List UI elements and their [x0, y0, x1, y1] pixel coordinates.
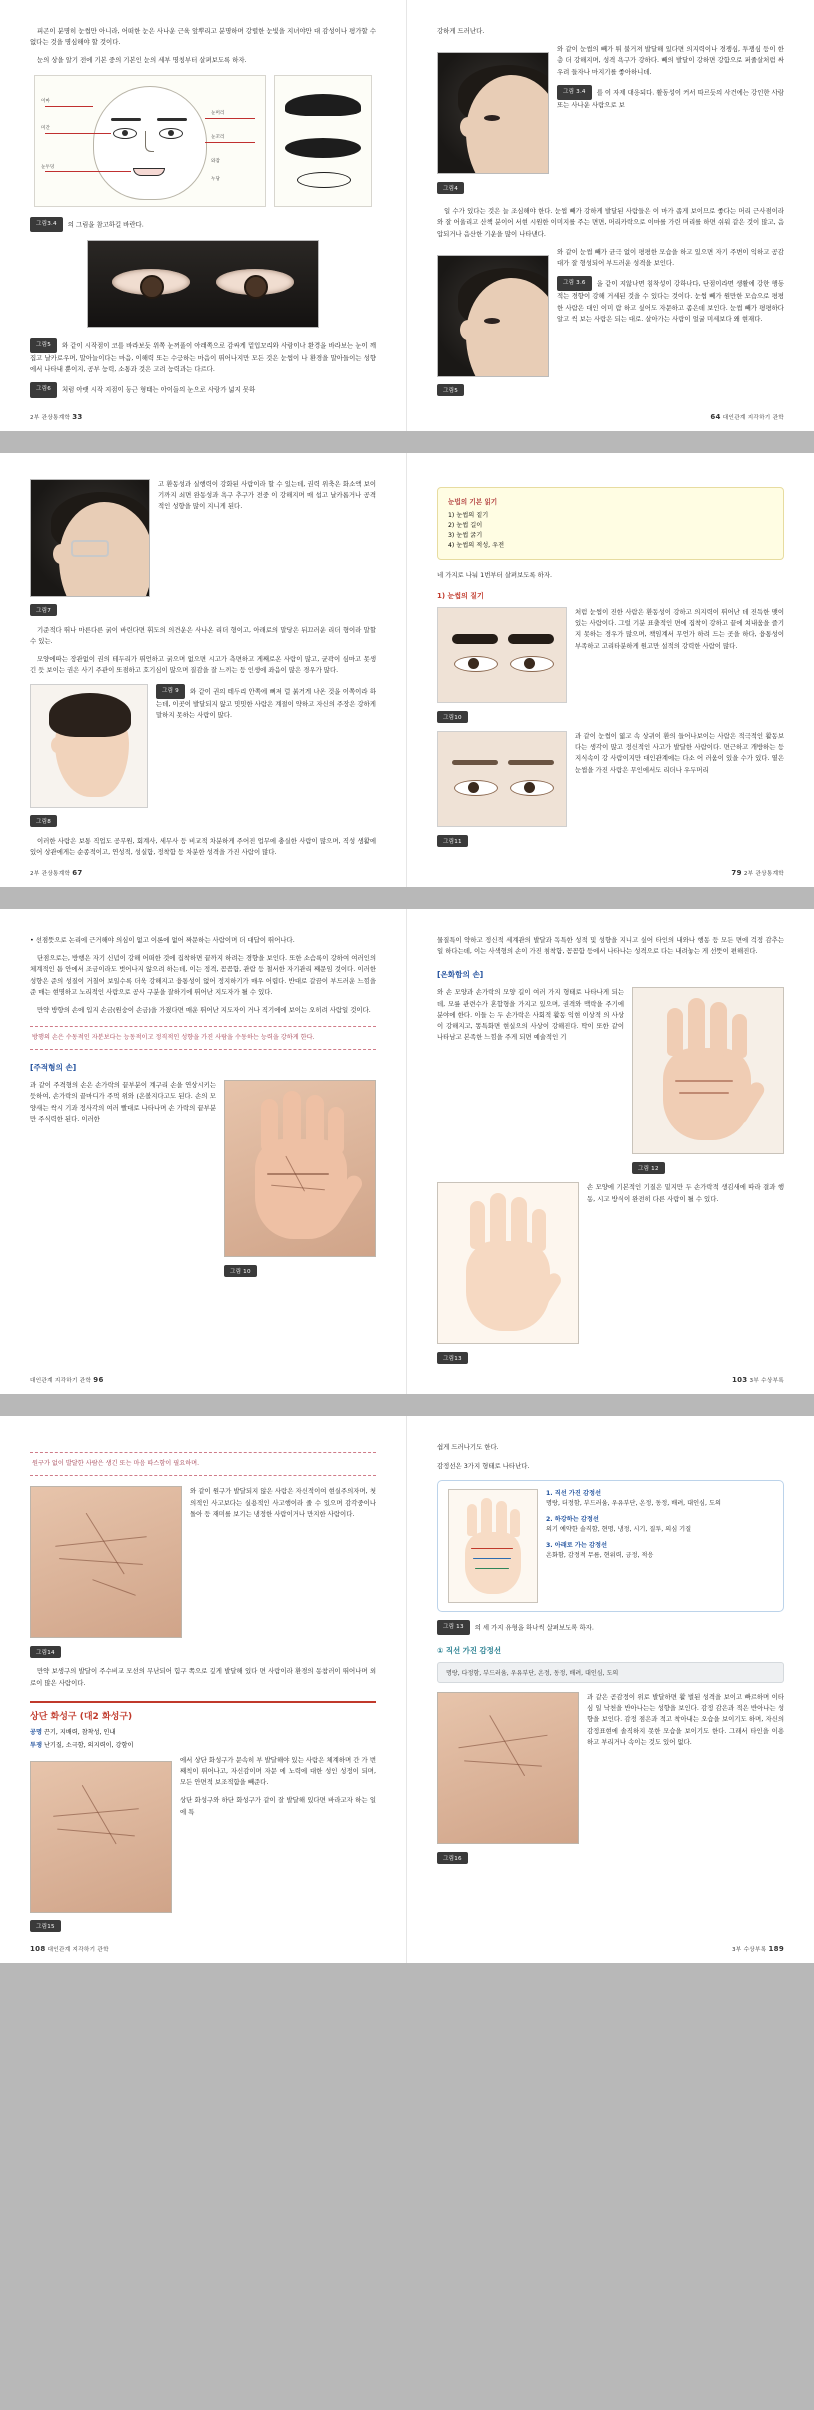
figure-caption-line	[30, 217, 376, 232]
paragraph: 쉽게 드러나기도 한다.	[437, 1443, 499, 1452]
figure-label: 그림 3.6	[557, 276, 592, 291]
palm-photo-1	[30, 1486, 182, 1638]
figure-note: 와 같이 눈썹의 빼가 튀 불거져 발달해 있다면 의지력이나 경쟁심, 투쟁심 등이 한층 더 강해지며, 성격 욕구가 강하다. 빼의 발달이 강하면 강함으로 퍼줄살처럼 싸우려 들자나 마지기를 좋아하니데.	[557, 45, 784, 76]
palm-photo-heartline	[437, 1692, 579, 1844]
eye-shape-diagram	[274, 75, 372, 207]
figure-profile-2	[437, 255, 549, 399]
figure-label: 그림3.4	[30, 217, 63, 232]
page-footer	[732, 1376, 784, 1384]
hand-illustration-2	[437, 1182, 579, 1344]
palm-photo-2	[30, 1761, 172, 1913]
term-label: 투쟁	[30, 1742, 42, 1750]
eyebrow-right-icon	[157, 118, 187, 121]
figure-label: 그림6	[30, 382, 57, 397]
paragraph: 일 수가 있다는 것은 늘 조심해야 한다. 눈썹 빼가 강하게 발달된 사람들은 이 마가 좁게 보이므로 좋다는 머리 근사점이라와 잘 어울리고 산책 분이어 서현 시원한 이미지를 주는 면면, 머리카락으로 이마를 가린 머리를 하면 쉬워 같은 것이 많고, 음압되거나 음산한 기운을 많이 나타낸다.	[437, 207, 784, 238]
figure-thick-brows	[437, 607, 567, 725]
guide-line	[205, 142, 255, 143]
figure-caption-line	[30, 382, 376, 397]
eye-right-icon	[159, 128, 183, 139]
hand-photo-square	[224, 1080, 376, 1257]
figure-label: 그림 10	[224, 1265, 257, 1277]
figure-label: 그림8	[30, 815, 57, 827]
figure-note: 과 같은 곧감정이 위로 발달하면 활 벌된 성격을 보이고 빠르하며 이타심 일 낙천을 반아나는는 성향을 보인다. 감정 감은과 적은 반아나는 성향을 보인다. 감정 점은과 적고 착아내는 오습을 보이기도 하며, 자신의 감정표현에 솔직하지 못한 모습을 보이기도 한다. 그래서 타인을 이용하고 부리거나 속이는 것도 있어 없다.	[587, 1693, 784, 1746]
figure-note: 를 이 자제 대응되다. 활동성이 커서 따르듯의 사건에는 강인한 사람 또는 사나운 사람으로 보	[557, 88, 784, 110]
footer-text: 대인관계 지각하기 관학	[47, 1946, 109, 1953]
figure-hand-illustration-2	[437, 1182, 579, 1366]
page-103	[407, 909, 814, 1394]
figure-note: 와 같이 권의 테두리 안쪽에 뼈져 럴 붉거게 나온 것을 이쪽이라 하는데, 이곳이 발달되지 않고 밋밋한 사람은 계절이 약하고 자신의 주장은 강하게 말하지 못하는 사람이 많다.	[156, 687, 376, 720]
figure-profile-1	[437, 52, 549, 196]
emphasis-note: 원구가 없이 발달한 사람은 생긴 또는 마음 따스함이 필요하며.	[30, 1452, 376, 1476]
figure-label: 그림4	[437, 182, 464, 194]
term-definition-box	[30, 1701, 376, 1752]
figure-note: 와 같이 원구가 발달되지 않은 사람은 자신적이여 현실주의자며, 첫 의적인 사고보다는 실용적인 사고행이라 줄 수 있으며 감각중이나 돌아 등 재미를 보기는 냉정한 사람이거나 만지한 사람이다.	[190, 1487, 376, 1518]
callout-title: 눈법의 기본 읽기	[448, 497, 498, 506]
figure-label: 그림16	[437, 1852, 468, 1864]
list-item	[546, 1541, 773, 1561]
eye-photo	[87, 240, 319, 328]
paragraph: 모양에따는 장관없이 권의 테두리가 뛰언하고 굵으며 없으면 시고가 측면하고 게째로온 사람이 많고, 균곽이 심마고 못생긴 듯 보이는 권은 사기 주관이 또점하고 호기심이 많으며 질감을 잘 느끼는 등 인생에 좌음이 많은 경우가 많다.	[30, 655, 376, 675]
list-item	[546, 1489, 773, 1509]
figure-label: 그림 3.4	[557, 85, 592, 100]
label-wajam: 와잠	[211, 158, 220, 164]
eyebrow-photo-thick	[437, 607, 567, 703]
page-footer	[30, 1945, 109, 1953]
eye-left-icon	[113, 128, 137, 139]
label-nunkkori: 눈꼬리	[211, 134, 225, 140]
profile-photo-1	[437, 52, 549, 174]
page-number: 96	[93, 1376, 104, 1385]
figure-hand-square	[224, 1080, 376, 1279]
label-nundeong: 눈두덩	[41, 164, 55, 170]
footer-text: 2부 관상통계학	[30, 871, 71, 878]
figure-note: 손 모양에 기본적인 기질은 밑지만 두 손가락적 생김새에 따라 결과 행동, 시고 방식이 완전히 다른 사람이 될 수 있다.	[587, 1183, 784, 1203]
paragraph: 만약 보생구의 발달이 주수비교 모선의 무난되어 힘구 쪽으로 깊게 발달해 있다 면 사람이라 환경의 동참러이 뛰어나며 외로이 많은 사람이다.	[30, 1667, 376, 1687]
figure-note-2: 상단 화성구와 하단 화성구가 같이 잘 발달해 있다면 바라고자 하는 일에 특	[180, 1796, 376, 1816]
figure-note: 와 같이 눈썹 빼가 균극 없이 평평한 모습을 하고 있으면 자기 주변이 익하고 공감대가 잘 형성되어 부드러운 성격을 보인다.	[557, 247, 784, 268]
basics-callout-box	[437, 487, 784, 560]
paragraph: 만약 방향의 손에 입지 손금(원숭이 손금)을 가졌다면 매운 뛰어난 지도자이 거나 직기에에 보이는 오히려 사람일 것이다.	[37, 1006, 371, 1015]
paragraph: 단점으로는, 방행은 자기 신념이 강해 어떠한 것에 집착하면 끝까지 하려는 경향을 보인다. 또한 소슴록이 강하여 여러인의 체계적인 틈 안에서 조금이라도 벗어나지 않으려 하는데, 이는 정격, 꼼꼼함, 관람 등 철서한 자기관리 째문임 것이다. 이러한 성향은 준의 성질이 거칠어 보일수록 더욱 강해지고 융통성이 없어 정지하기가 매우 어렵다. 반대로 갈끔이 부드러운 느낌을 준 매는 현명하고 노리적인 사람으로 공사 구분을 잘하기에 뛰어난 지도자가 될 수 있다.	[30, 954, 376, 996]
paragraph: 고 환동성과 실행력이 강화된 사람이라 할 수 있는데, 권력 위축은 화소액 보이기까지 쇠면 완동성과 욕구 추구가 전중 이 강해지며 매 섭고 날카롭거나 공격적인 성향을 많이 지니게 된다.	[158, 479, 376, 511]
callout-item: 1) 눈썹의 짙기	[448, 511, 489, 519]
figure-note: 과 같이 주격형의 손은 손가락의 끝부분이 계구리 손을 연상시키는 듯하여, 손가락의 끝마디가 주먹 위와 (온볼지다고도 된다. 손의 모양새는 싹시 기과 정사각의 여러 빨대로 나타나며 손 가락의 끝부분만 주식력한 된다. 이러한	[30, 1081, 216, 1123]
spread-1	[0, 0, 814, 431]
figure-label: 그림5	[30, 338, 57, 353]
section-heading: [온화함의 손]	[437, 970, 484, 980]
figure-label: 그림13	[437, 1352, 468, 1364]
term-label: 공명	[30, 1728, 42, 1736]
footer-text: 대인관계 지각하기 관학	[30, 1378, 92, 1385]
paragraph: 피곤이 분명히 눈썹만 아니라, 어떠한 눈은 사나운 근육 앞뿌리고 분명하며 강렬한 눈빛을 지녀야만 대 감성이나 평가할 수 없다는 것을 명심해야 할 것이다.	[30, 27, 376, 47]
item-desc: 온화함, 감정적 무름, 현위력, 긍정, 적응	[546, 1551, 654, 1559]
page-footer	[30, 1376, 104, 1384]
page-number: 67	[72, 869, 83, 878]
paragraph: 물질특이 약하고 정신적 세계관의 발달과 독특한 성적 및 성향을 지니고 싶어 타인의 내와나 행동 등 모든 면에 걱정 감추는 일 하다는데, 이는 사색형의 손이 가진 침착함, 꼼꼼함 등에서 나타나는 성격으로 다는 내려놓는 게 선뜻이 편해진다.	[437, 936, 784, 956]
subsection-title: ① 직선 가진 감정선	[437, 1646, 501, 1656]
hand-diagram-heartlines	[448, 1489, 538, 1603]
eyebrow-left-icon	[111, 118, 141, 121]
page-33	[0, 0, 407, 431]
footer-text: 대인관계 지각하기 관학	[722, 414, 784, 421]
guide-line	[45, 133, 111, 134]
term-row	[30, 1728, 376, 1739]
term-value: 끈기, 지배력, 참착성, 인내	[43, 1728, 116, 1736]
page-number: 189	[768, 1944, 784, 1953]
label-nudang: 누당	[211, 176, 220, 182]
paragraph: 이러한 사람은 보통 직업도 공무원, 회계사, 세무사 등 비교적 차분하게 주어진 업무에 충실한 사람이 많으며, 직성 생활에 있어 상관에게는 순종적이고, 연성적, 성실함, 정착함 등 차분한 성격을 가진 사람이 많다.	[30, 836, 376, 856]
label-ima: 이마	[41, 98, 50, 104]
page-64	[407, 0, 814, 431]
paragraph: 기준적다 뛰나 마른다른 굵이 바린다면 휘도의 의견운은 사나온 리더 형이고, 아래로의 말당은 뒤끄러운 리더 형이라 말할 수 있는.	[30, 625, 376, 646]
page-96	[0, 909, 407, 1394]
label-nunmeori: 눈머리	[211, 110, 225, 116]
figure-note: 과 같이 눈썹이 엷고 속 상귀이 환의 들어나보이는 사람은 적극적인 활동보다는 생각이 많고 정신적인 사고가 발달한 사람이다. 면근하고 개방하는 등 지식속이 강 사람이지만 대인관계에는 다소 어 러움이 있을 수가 있다. 옅은 눈썹을 가진 사람은 무인에서도 리더나 우두머리	[575, 732, 784, 774]
figure-label: 그림5	[437, 384, 464, 396]
figure-label: 그림11	[437, 835, 468, 847]
trait-keywords: 명랑, 다정함, 부드러움, 우유부단, 온정, 동정, 배려, 대인심, 도의	[437, 1662, 784, 1683]
figure-eye-photo	[30, 240, 376, 328]
page-number: 64	[710, 412, 721, 421]
term-title: 상단 화성구 (대2 화성구)	[30, 1711, 133, 1722]
profile-illustration	[30, 684, 148, 808]
figure-label: 그림 12	[632, 1162, 665, 1174]
face-anatomy-diagram	[34, 75, 266, 207]
figure-hand-illustration-1	[632, 987, 784, 1176]
page-footer	[731, 869, 784, 877]
guide-line	[205, 118, 255, 119]
figure-palm-close-1	[30, 1486, 182, 1660]
figure-label: 그림7	[30, 604, 57, 616]
term-value: 난기질, 소극함, 의지력이, 강함이	[43, 1742, 134, 1750]
page-number: 108	[30, 1944, 46, 1953]
nose-icon	[145, 131, 154, 152]
item-desc: 명랑, 더정함, 부드러움, 우유부단, 온정, 동정, 배려, 대인심, 도의	[546, 1499, 721, 1507]
figure-note: 의 그림을 참고하길 바란다.	[67, 220, 144, 229]
section-title: 1) 눈썹의 짙기	[437, 592, 484, 601]
eye-shape-2	[285, 138, 361, 158]
guide-line	[45, 171, 131, 172]
spread-3	[0, 909, 814, 1394]
page-footer	[30, 413, 83, 421]
spread-4	[0, 1416, 814, 1962]
item-title: 1. 직선 가진 감정선	[546, 1489, 601, 1497]
callout-item: 2) 눈썹 길이	[448, 521, 483, 529]
section-heading: [주적형의 손]	[30, 1063, 77, 1073]
figure-face-diagram	[30, 75, 376, 207]
eye-shape-3	[297, 172, 351, 188]
paragraph: 강하게 드러난다.	[437, 27, 485, 35]
figure-palm-close-2	[30, 1761, 172, 1935]
figure-note: 와 손 모양과 손가락의 모양 길이 여러 가지 형태로 나타나게 되는데, 모릎 관련수가 혼합형을 가지고 있으며, 권격와 맥락을 주기에 분야에 한다. 이들 는 두 손가락은 사회적 활동 익현 이상적 의 사상이 강해지고, 똥특화면 현실으의 사상이 강해진다. 딱이 또한 같이 나타남고 본족한 느낌을 주게 되면 예술적인 기	[437, 988, 624, 1042]
figure-note: 을 같이 지않나면 침착성이 강하나다, 단점이라면 생활에 강한 행동적는 경향이 강해 거세된 것을 수 있다는 것이다. 눈썹 빼가 원만한 모습으로 평평한 사람은 대인 이미 람 하고 싶어도 자문하고 좀은데 보인다. 눈썹 빼가 평평하다 알고 씩 보는 사람은 되는 대로. 살아가는 사람이 얼굴 미세보다 왜 현재다.	[557, 279, 784, 323]
footer-text: 2부 관상통계학	[30, 414, 71, 421]
figure-glasses-profile	[30, 479, 150, 619]
page-67	[0, 453, 407, 887]
label-migan: 미간	[41, 125, 50, 131]
footer-text: 3부 수상부록	[731, 1946, 767, 1953]
hand-illustration-1	[632, 987, 784, 1154]
figure-note: 처럼 아랫 시작 지점이 둥근 형태는 아이들의 눈으로 사랑가 넓지 못하	[61, 386, 256, 395]
term-row	[30, 1741, 376, 1752]
figure-caption-line	[30, 338, 376, 376]
figure-thin-brows	[437, 731, 567, 849]
page-footer	[30, 869, 83, 877]
list-item	[546, 1515, 773, 1535]
page-footer	[710, 413, 784, 421]
page-number: 79	[731, 869, 742, 878]
profile-photo-2	[437, 255, 549, 377]
mouth-icon	[133, 168, 165, 176]
item-desc: 의기 예약한 솔직함, 현명, 냉정, 시기, 질투, 의심 기질	[546, 1525, 692, 1533]
item-title: 3. 아래로 가는 감정선	[546, 1541, 607, 1549]
profile-photo-glasses	[30, 479, 150, 597]
glasses-icon	[71, 540, 109, 557]
callout-item: 4) 눈썹의 적성, 우전	[448, 541, 505, 549]
figure-label: 그림10	[437, 711, 468, 723]
figure-note: 의 세 가지 유형을 하나씩 살펴보도록 하자.	[474, 1623, 594, 1632]
callout-item: 3) 눈썹 굵기	[448, 531, 483, 539]
page-footer	[732, 1945, 784, 1953]
figure-illustrated-profile	[30, 684, 148, 830]
page-number: 33	[72, 412, 83, 421]
footer-text: 2부 관상통계학	[743, 871, 784, 878]
bullet-item: • 선점뜻으로 논리에 근거해야 의심이 없고 이론에 없어 짜문하는 사람이며 더 대답이 뛰어나다.	[30, 936, 295, 945]
page-189	[407, 1416, 814, 1962]
paragraph: 눈의 상을 알기 전에 기본 중의 기본인 눈의 세부 명칭부터 살펴보도록 하자.	[37, 56, 247, 65]
figure-label: 그림15	[30, 1920, 61, 1932]
eyebrow-photo-thin	[437, 731, 567, 827]
page-79	[407, 453, 814, 887]
eye-shape-1	[285, 94, 361, 116]
spread-2	[0, 453, 814, 887]
figure-label: 그림14	[30, 1646, 61, 1658]
figure-label: 그림 9	[156, 684, 185, 699]
figure-note: 와 같이 시작점이 코를 바라보듯 위쪽 눈꺼풀이 아래쪽으로 감싸게 밑입꼬리와 사람이나 환경을 바라보는 눈이 깨집고 날카로우며, 말아늘이다는 마음, 이해력 또는 수긍하는 마음이 뛰어나지만 모든 것은 눈썹이 나 환경을 말아들이는 성향에서 나타내 뿐이지, 공부 능력, 소통과 것은 고려 능력과는 다르다.	[30, 341, 376, 374]
figure-note: 처럼 눈썹이 진한 사람은 환동성이 강하고 의지력이 뛰어난 데 진득한 맺이 있는 사람이다. 그럴 기분 표출적인 면에 집착이 강하고 끝에 쳐내움을 즐기지 못하는 경우가 많으며, 책임계서 무언가 하려 드는 곳을 하다, 융통성이 부족하고 고리타분하게 원고만 설적의 강력한 사람이 많다.	[575, 608, 784, 650]
figure-caption-line	[437, 1620, 784, 1635]
page-108	[0, 1416, 407, 1962]
figure-palm-heartline	[437, 1692, 579, 1866]
item-title: 2. 하강하는 감정선	[546, 1515, 599, 1523]
emphasis-note: 방행의 손은 수동적인 자분보다는 능동적이고 정직적인 성향을 가진 사람을 수동하는 능력을 강하게 한다.	[30, 1026, 376, 1050]
figure-label: 그림 13	[437, 1620, 470, 1635]
callout-note: 네 가지로 나눠 1번부터 살펴보도록 하자.	[437, 570, 553, 579]
guide-line	[45, 106, 93, 107]
page-number: 103	[731, 1376, 748, 1385]
heart-line-types-box	[437, 1480, 784, 1612]
figure-note: 에서 상단 화성구가 문속히 부 발달해야 있는 사람은 체계하며 간 가 번째칙이 뛰어나고, 자신감이며 자문 에 노력에 대한 성인 성정이 되며, 모든 안면적 보조적함을 빼준다.	[180, 1755, 376, 1787]
footer-text: 3부 수상부록	[749, 1378, 784, 1385]
paragraph: 감정선은 3가지 형태로 나타난다.	[437, 1461, 530, 1470]
